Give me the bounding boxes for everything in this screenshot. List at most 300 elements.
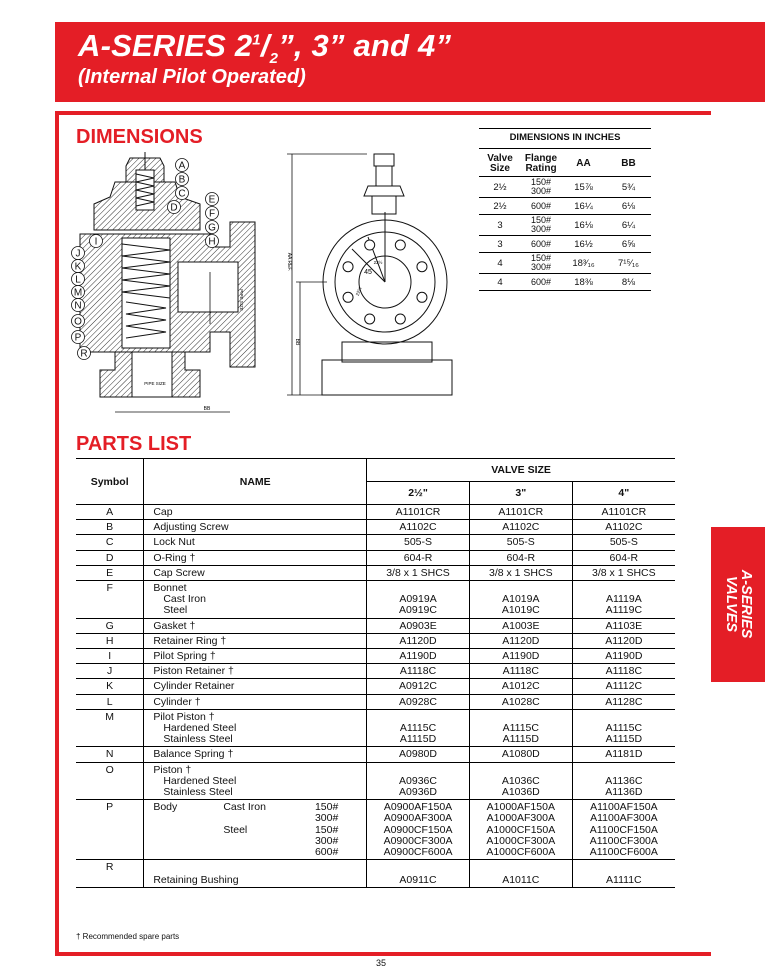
dim-bb: 6⅝ <box>606 236 651 253</box>
part-number-cell <box>367 618 470 633</box>
part-number-cell <box>367 520 470 535</box>
part-number-cell <box>572 709 675 747</box>
part-number-cell <box>367 550 470 565</box>
part-number: A1036C <box>501 774 540 787</box>
part-number-cell <box>367 679 470 694</box>
parts-row <box>76 800 675 860</box>
parts-row <box>76 520 675 535</box>
part-name: Adjusting Screw <box>153 521 229 534</box>
dim-flange-rating: 600# <box>521 198 561 215</box>
part-number: A1136C <box>605 774 643 787</box>
part-number: A1019C <box>501 604 540 617</box>
callout-letter: F <box>208 208 216 220</box>
part-symbol: I <box>76 649 144 664</box>
dim-aa: 16¼ <box>561 198 606 215</box>
part-subname: Stainless Steel <box>163 786 233 799</box>
part-subname: Steel <box>163 604 188 617</box>
bolt-hole <box>417 262 427 272</box>
part-number: A1000CF600A <box>486 846 556 859</box>
callout-letter: P <box>74 332 82 344</box>
part-number: A0980D <box>399 748 437 761</box>
body-rating: 300# <box>314 812 339 825</box>
part-number: 3/8 x 1 SHCS <box>592 566 656 579</box>
bb-left-label: BB <box>203 406 211 412</box>
part-number: 3/8 x 1 SHCS <box>386 566 450 579</box>
part-name-cell <box>144 550 367 565</box>
parts-header-valve-size: VALVE SIZE <box>367 459 675 482</box>
part-number: 604-R <box>403 551 433 564</box>
part-number: A1100AF300A <box>590 812 658 825</box>
part-symbol: O <box>76 762 144 800</box>
dim-flange-rating: 150# 300# <box>521 177 561 198</box>
part-name-cell <box>144 860 367 888</box>
part-number: A1100CF150A <box>589 823 658 836</box>
part-number: A1115D <box>502 733 539 746</box>
angle-45-label: 45 <box>364 269 372 276</box>
bb-right-label: BB <box>294 338 300 346</box>
part-number: A1118C <box>502 665 539 678</box>
parts-row <box>76 535 675 550</box>
part-name: Pilot Piston † <box>153 710 215 723</box>
part-subname: Stainless Steel <box>163 733 233 746</box>
part-number-cell <box>572 762 675 800</box>
part-name: Lock Nut <box>153 536 195 549</box>
part-number-cell <box>572 747 675 762</box>
parts-header-size-4: 4" <box>572 482 675 505</box>
part-number: A1190D <box>399 650 437 663</box>
bolt-hole <box>365 240 375 250</box>
part-number-cell <box>367 709 470 747</box>
part-number: A1101CR <box>498 506 544 518</box>
part-name-cell <box>144 520 367 535</box>
part-number: A1036D <box>501 786 540 799</box>
pipe-size-vertical-label: PIPE SIZE <box>239 289 244 311</box>
part-symbol: R <box>76 860 144 888</box>
part-symbol: E <box>76 565 144 580</box>
part-number: A1118C <box>399 665 437 678</box>
part-number-cell <box>469 860 572 888</box>
bolt-hole <box>395 314 405 324</box>
parts-row <box>76 694 675 709</box>
dim-aa: 18⅜ <box>561 274 606 291</box>
part-number: A0912C <box>399 680 437 693</box>
part-number-cell <box>367 505 470 520</box>
part-number: A1115C <box>399 722 437 735</box>
dimensions-table-caption: DIMENSIONS IN INCHES <box>479 129 651 149</box>
dimensions-heading: DIMENSIONS <box>76 126 203 148</box>
part-number-cell <box>469 520 572 535</box>
dim-flange-rating: 600# <box>521 274 561 291</box>
dim-aa: 16½ <box>561 236 606 253</box>
body-label <box>153 825 223 836</box>
part-number: A1103E <box>605 619 643 632</box>
part-number: A1115D <box>399 733 437 746</box>
parts-row <box>76 633 675 648</box>
part-number-cell <box>367 535 470 550</box>
part-name-cell <box>144 694 367 709</box>
part-symbol: K <box>76 679 144 694</box>
parts-header-symbol: Symbol <box>76 459 144 505</box>
body-label <box>153 836 223 847</box>
header-aa: AA <box>561 149 606 177</box>
part-number: A1136D <box>605 786 643 799</box>
part-name-cell <box>144 618 367 633</box>
part-name-cell <box>144 679 367 694</box>
part-name-cell <box>144 565 367 580</box>
part-name: Retainer Ring † <box>153 634 227 647</box>
part-number-cell <box>469 694 572 709</box>
part-number: A1100CF300A <box>589 834 658 847</box>
angle-22-label-b: 22½ <box>354 286 363 297</box>
part-number: A1120D <box>399 634 437 647</box>
part-name-cell <box>144 535 367 550</box>
part-number: A1118C <box>605 665 643 678</box>
part-name: Cap Screw <box>153 566 205 579</box>
part-number: A1000AF300A <box>486 812 555 825</box>
body-material <box>223 836 308 847</box>
bolt-hole <box>417 292 427 302</box>
page-subtitle: (Internal Pilot Operated) <box>78 66 306 88</box>
part-symbol: C <box>76 535 144 550</box>
part-number: 505-S <box>404 536 433 549</box>
dim-flange-rating: 150# 300# <box>521 253 561 274</box>
dim-bb: 7¹⁵⁄₁₆ <box>606 253 651 274</box>
callout-letter: R <box>80 348 88 360</box>
callout-letter: G <box>208 222 216 234</box>
header-bb: BB <box>606 149 651 177</box>
part-number-cell <box>572 649 675 664</box>
page-title: A-SERIES $2^1/_2$”, 3” and 4” <box>78 28 452 68</box>
part-number-cell <box>572 694 675 709</box>
footnote: † Recommended spare parts <box>76 932 180 941</box>
bolt-hole <box>343 292 353 302</box>
part-number-cell <box>572 581 675 619</box>
callout-letter: D <box>170 202 178 214</box>
title-rest: ”, 3” and 4” <box>278 28 452 63</box>
part-name: Retaining Bushing <box>153 874 239 887</box>
body-material: Steel <box>223 823 248 836</box>
part-number: A1028C <box>501 695 540 708</box>
pipe-size-left-label: PIPE SIZE <box>144 381 166 386</box>
part-number-cell <box>469 581 572 619</box>
part-number-cell <box>572 664 675 679</box>
part-symbol: J <box>76 664 144 679</box>
callout-letter: J <box>75 248 81 260</box>
part-number: A0900AF150A <box>383 801 453 814</box>
part-symbol: P <box>76 800 144 860</box>
part-number: A1120D <box>605 634 643 647</box>
part-number: A1181D <box>605 748 643 761</box>
part-number-cell <box>367 800 470 860</box>
dimensions-row <box>479 274 651 291</box>
part-name: Cylinder † <box>153 695 201 708</box>
part-number-cell <box>469 762 572 800</box>
part-number-cell <box>367 633 470 648</box>
page-number: 35 <box>376 958 387 968</box>
part-number-cell <box>367 762 470 800</box>
dim-aa: 16⅛ <box>561 215 606 236</box>
parts-header-name: NAME <box>144 459 367 505</box>
part-number: A0900AF300A <box>383 812 453 825</box>
part-number-cell <box>469 709 572 747</box>
part-symbol: N <box>76 747 144 762</box>
part-name-cell <box>144 505 367 520</box>
bolt-hole <box>343 262 353 272</box>
part-name: Piston Retainer † <box>153 665 234 678</box>
part-number: A0936C <box>399 774 437 787</box>
part-name: Cap <box>153 506 173 518</box>
part-symbol: F <box>76 581 144 619</box>
part-name: Pilot Spring † <box>153 650 216 663</box>
parts-row <box>76 550 675 565</box>
part-number-cell <box>572 800 675 860</box>
part-symbol: D <box>76 550 144 565</box>
dim-bb: 6¼ <box>606 215 651 236</box>
part-number: A1111C <box>606 874 642 887</box>
parts-row <box>76 505 675 520</box>
part-name-cell <box>144 762 367 800</box>
bolt-hole <box>365 314 375 324</box>
part-number: A1011C <box>502 874 540 887</box>
dim-valve-size: 4 <box>479 274 521 291</box>
part-number-cell <box>572 520 675 535</box>
header-valve-size: Valve Size <box>479 149 521 177</box>
dim-flange-rating: 150# 300# <box>521 215 561 236</box>
part-number-cell <box>572 535 675 550</box>
part-number: 3/8 x 1 SHCS <box>488 566 553 579</box>
part-number-cell <box>572 550 675 565</box>
dim-bb: 6⅛ <box>606 198 651 215</box>
part-number: A0900CF600A <box>383 846 453 859</box>
part-number: A0919C <box>399 604 437 617</box>
part-number: A1101CR <box>601 506 647 518</box>
callout-letter: K <box>74 261 82 273</box>
part-number-cell <box>469 505 572 520</box>
dimensions-row <box>479 215 651 236</box>
part-number: A1128C <box>605 695 643 708</box>
part-number: 505-S <box>609 536 638 549</box>
body-material <box>223 813 308 824</box>
part-number: A1115C <box>605 722 643 735</box>
part-name: O-Ring † <box>153 551 196 564</box>
body-material <box>223 847 308 858</box>
dimensions-row <box>479 198 651 215</box>
part-number: A1000CF150A <box>486 823 556 836</box>
parts-row <box>76 618 675 633</box>
part-number: A1100CF600A <box>589 846 658 859</box>
part-number-cell <box>367 565 470 580</box>
part-number: A1102C <box>399 521 437 534</box>
part-number: A0919A <box>399 593 437 606</box>
parts-row <box>76 581 675 619</box>
parts-row <box>76 709 675 747</box>
dim-valve-size: 2½ <box>479 177 521 198</box>
title-fraction-denominator: 2 <box>269 50 279 68</box>
part-name: Cylinder Retainer <box>153 680 235 693</box>
part-number: A1012C <box>501 680 540 693</box>
callout-letter: E <box>208 194 216 206</box>
parts-row <box>76 747 675 762</box>
part-number: A0936D <box>399 786 437 799</box>
part-number: A1120D <box>502 634 540 647</box>
dim-bb: 8⅛ <box>606 274 651 291</box>
part-name-cell <box>144 633 367 648</box>
part-symbol: L <box>76 694 144 709</box>
part-number-cell <box>572 565 675 580</box>
part-number-cell <box>469 679 572 694</box>
part-number-cell <box>469 649 572 664</box>
title-main: A-SERIES 2 <box>78 28 253 63</box>
part-number: A0911C <box>399 874 437 887</box>
parts-list-heading: PARTS LIST <box>76 433 192 455</box>
part-number-cell <box>572 618 675 633</box>
part-symbol: A <box>76 505 144 520</box>
header-flange-rating: Flange Rating <box>521 149 561 177</box>
part-name: Gasket † <box>153 619 196 632</box>
part-number-cell <box>469 535 572 550</box>
body-label <box>153 847 223 858</box>
dim-aa: 18³⁄₁₆ <box>561 253 606 274</box>
parts-header-size-3: 3" <box>469 482 572 505</box>
part-number-cell <box>469 747 572 762</box>
part-number-cell <box>367 860 470 888</box>
parts-table <box>76 458 675 888</box>
parts-row <box>76 679 675 694</box>
part-name-cell <box>144 747 367 762</box>
part-symbol: G <box>76 618 144 633</box>
dim-valve-size: 2½ <box>479 198 521 215</box>
part-number: A1102C <box>502 521 540 534</box>
callout-letter: L <box>75 274 81 286</box>
dim-valve-size: 3 <box>479 236 521 253</box>
body-label <box>153 813 223 824</box>
part-number: 604-R <box>609 551 639 564</box>
part-number: A1190D <box>605 650 643 663</box>
valve-front-view-drawing <box>282 152 477 417</box>
part-number: A1190D <box>502 650 540 663</box>
dim-flange-rating: 600# <box>521 236 561 253</box>
part-number-cell <box>572 679 675 694</box>
body-rating: 300# <box>314 834 339 847</box>
aa-ref-label: AA REF. <box>286 252 292 272</box>
part-name-cell <box>144 800 367 860</box>
parts-row <box>76 565 675 580</box>
body-rating: 150# <box>314 823 339 836</box>
part-number: A1101CR <box>395 506 441 518</box>
part-name: Piston † <box>153 763 192 776</box>
parts-row <box>76 762 675 800</box>
part-number: 604-R <box>506 551 536 564</box>
callout-letter: O <box>74 316 82 328</box>
part-symbol: H <box>76 633 144 648</box>
part-subname: Hardened Steel <box>163 774 237 787</box>
body-material: Cast Iron <box>223 801 266 814</box>
body-rating: 600# <box>314 846 339 859</box>
part-number-cell <box>572 860 675 888</box>
dim-valve-size: 4 <box>479 253 521 274</box>
part-name-cell <box>144 649 367 664</box>
dimensions-table <box>479 128 651 291</box>
part-number-cell <box>572 505 675 520</box>
dim-aa: 15⅞ <box>561 177 606 198</box>
body-variants <box>153 802 366 858</box>
part-subname: Cast Iron <box>163 593 206 606</box>
dim-valve-size: 3 <box>479 215 521 236</box>
part-subname: Hardened Steel <box>163 722 237 735</box>
part-name-cell <box>144 664 367 679</box>
part-number-cell <box>469 800 572 860</box>
callout-letter: A <box>178 160 186 172</box>
part-name-cell <box>144 581 367 619</box>
part-number: A1019A <box>502 593 540 606</box>
part-number: A1000AF150A <box>486 801 555 814</box>
side-tab-line2: VALVES <box>723 575 739 633</box>
part-number: 505-S <box>506 536 535 549</box>
part-number-cell <box>367 664 470 679</box>
dimensions-row <box>479 253 651 274</box>
callout-letter: M <box>73 287 83 299</box>
part-number: A1000CF300A <box>486 834 556 847</box>
body-rating: 150# <box>314 801 339 814</box>
part-number-cell <box>469 618 572 633</box>
side-tab-label <box>723 570 753 639</box>
part-number-cell <box>367 747 470 762</box>
part-number-cell <box>469 550 572 565</box>
parts-row <box>76 860 675 888</box>
callout-letter: C <box>178 188 186 200</box>
title-fraction-numerator: 1 <box>252 31 261 49</box>
callout-letter: N <box>74 300 82 312</box>
part-number-cell <box>572 633 675 648</box>
part-name-cell <box>144 709 367 747</box>
part-name: Balance Spring † <box>153 748 234 761</box>
part-symbol: M <box>76 709 144 747</box>
part-number: A1102C <box>605 521 643 534</box>
dimensions-row <box>479 177 651 198</box>
part-number: A0903E <box>399 619 437 632</box>
body-label: Body <box>153 801 178 814</box>
parts-header-size-2-5: 2½" <box>367 482 470 505</box>
part-number: A0928C <box>399 695 437 708</box>
dimensions-row <box>479 236 651 253</box>
part-number-cell <box>367 581 470 619</box>
part-number: A0900CF150A <box>383 823 453 836</box>
part-number-cell <box>469 664 572 679</box>
part-number: A1115C <box>502 722 539 735</box>
bolt-hole <box>395 240 405 250</box>
callout-letter: B <box>178 174 186 186</box>
callout-letter: H <box>208 236 216 248</box>
part-number: A0900CF300A <box>383 834 453 847</box>
part-number: A1115D <box>605 733 643 746</box>
part-symbol: B <box>76 520 144 535</box>
callout-labels <box>70 155 230 365</box>
parts-row <box>76 664 675 679</box>
part-number: A1112C <box>605 680 643 693</box>
part-number-cell <box>469 565 572 580</box>
part-number: A1100AF150A <box>590 801 658 814</box>
parts-row <box>76 649 675 664</box>
angle-22-label-a: 22½ <box>373 260 383 265</box>
part-number: A1119C <box>605 604 643 617</box>
part-name: Bonnet <box>153 582 187 595</box>
dim-bb: 5¾ <box>606 177 651 198</box>
part-number: A1003E <box>502 619 540 632</box>
callout-letter: I <box>94 236 98 248</box>
part-number: A1080D <box>501 748 540 761</box>
part-number-cell <box>367 649 470 664</box>
part-number-cell <box>469 633 572 648</box>
